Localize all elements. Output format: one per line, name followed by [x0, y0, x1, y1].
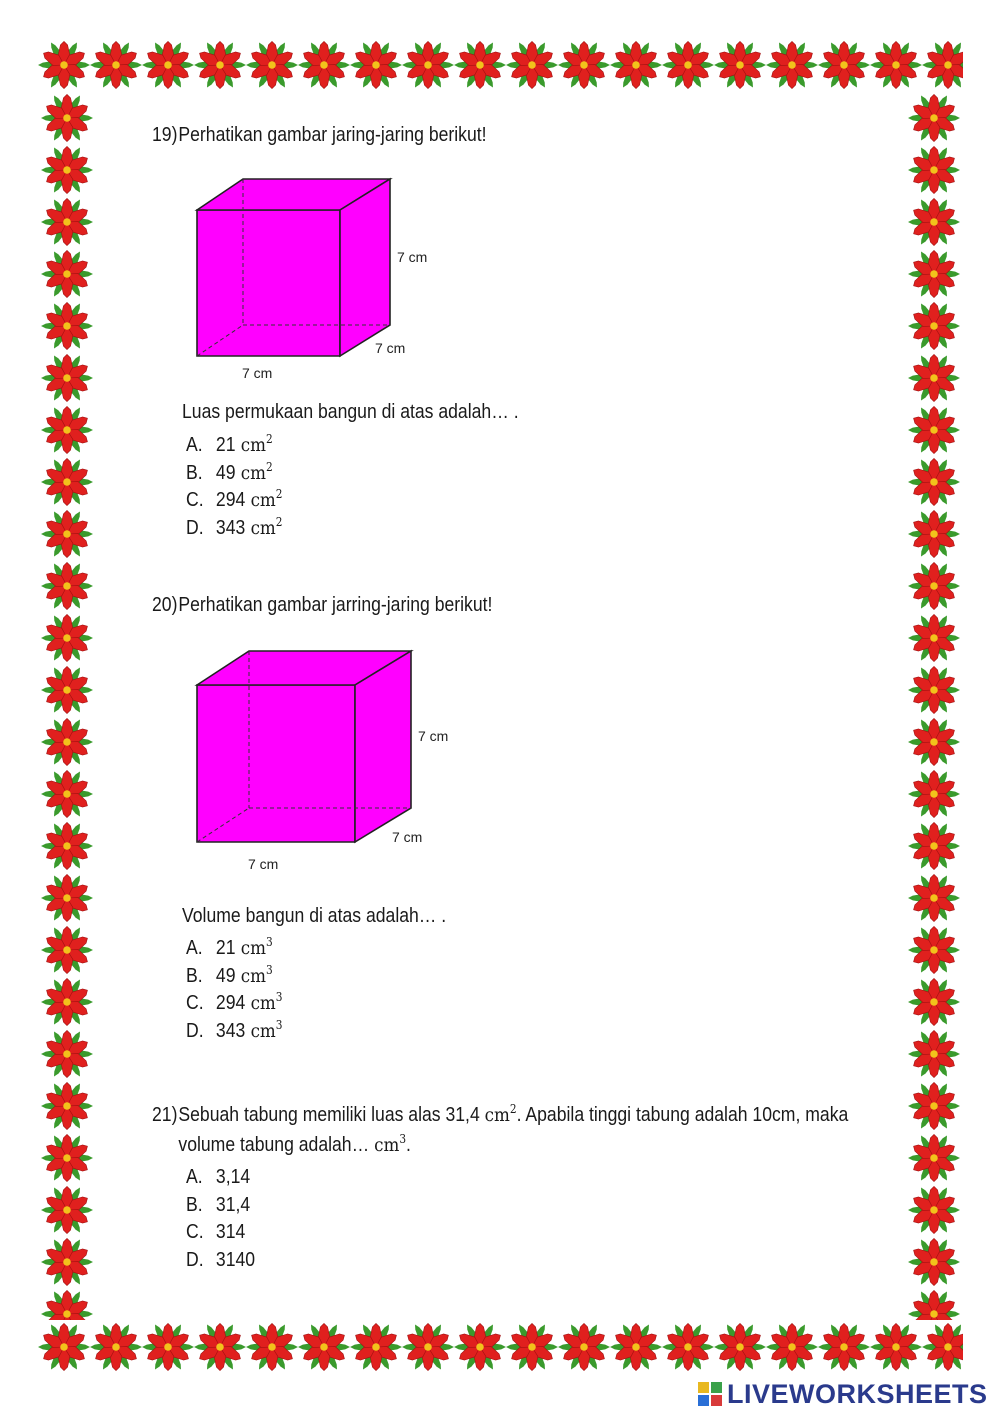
poinsettia-icon — [90, 40, 142, 90]
poinsettia-icon — [41, 821, 93, 871]
border-left — [38, 92, 96, 1320]
poinsettia-icon — [908, 769, 960, 819]
poinsettia-icon — [41, 613, 93, 663]
cube-side-face — [355, 651, 411, 842]
poinsettia-icon — [41, 145, 93, 195]
question-20 — [152, 590, 892, 620]
poinsettia-icon — [922, 1322, 963, 1372]
question-text: Sebuah tabung memiliki luas alas 31,4 $cm^2$. Apabila tinggi tabung adalah 10cm, maka volume tabung adalah… $cm^3$. — [178, 1102, 849, 1156]
poinsettia-icon — [90, 1322, 142, 1372]
poinsettia-icon — [41, 1133, 93, 1183]
poinsettia-icon — [908, 301, 960, 351]
poinsettia-icon — [41, 925, 93, 975]
poinsettia-icon — [908, 821, 960, 871]
cube-side-face — [340, 179, 390, 356]
width-label: 7 cm — [248, 856, 279, 872]
poinsettia-icon — [818, 40, 870, 90]
poinsettia-icon — [142, 40, 194, 90]
poinsettia-icon — [908, 249, 960, 299]
poinsettia-icon — [908, 1289, 960, 1320]
poinsettia-icon — [38, 1322, 90, 1372]
poinsettia-icon — [41, 1081, 93, 1131]
poinsettia-icon — [454, 40, 506, 90]
poinsettia-icon — [41, 197, 93, 247]
poinsettia-icon — [908, 613, 960, 663]
poinsettia-icon — [908, 509, 960, 559]
option-c[interactable]: C. 294 $cm^2$ — [186, 487, 283, 511]
option-b[interactable]: B. 49 $cm^2$ — [186, 459, 273, 484]
poinsettia-icon — [41, 769, 93, 819]
poinsettia-icon — [908, 1133, 960, 1183]
question-19-prompt: Luas permukaan bangun di atas adalah… . — [182, 401, 519, 423]
height-label: 7 cm — [418, 728, 449, 744]
poinsettia-icon — [506, 1322, 558, 1372]
poinsettia-icon — [41, 1029, 93, 1079]
poinsettia-icon — [714, 40, 766, 90]
poinsettia-icon — [908, 977, 960, 1027]
question-21 — [152, 1100, 892, 1160]
border-right — [905, 92, 963, 1320]
poinsettia-icon — [908, 873, 960, 923]
question-number: 19) — [152, 124, 178, 146]
question-20-options — [186, 935, 296, 1045]
poinsettia-icon — [908, 197, 960, 247]
option-b[interactable]: B. 49 $cm^3$ — [186, 962, 273, 987]
poinsettia-icon — [41, 457, 93, 507]
poinsettia-icon — [908, 1237, 960, 1287]
poinsettia-icon — [506, 40, 558, 90]
poinsettia-icon — [41, 93, 93, 143]
question-number: 20) — [152, 594, 178, 616]
poinsettia-icon — [41, 977, 93, 1027]
poinsettia-icon — [402, 1322, 454, 1372]
poinsettia-icon — [908, 93, 960, 143]
poinsettia-icon — [41, 353, 93, 403]
option-c[interactable]: C. 294 $cm^3$ — [186, 990, 283, 1014]
poinsettia-icon — [41, 1185, 93, 1235]
logo-text: LIVEWORKSHEETS — [727, 1378, 988, 1409]
poinsettia-icon — [766, 1322, 818, 1372]
poinsettia-icon — [908, 457, 960, 507]
poinsettia-icon — [908, 1029, 960, 1079]
poinsettia-icon — [142, 1322, 194, 1372]
poinsettia-icon — [350, 40, 402, 90]
poinsettia-icon — [908, 925, 960, 975]
poinsettia-icon — [41, 405, 93, 455]
logo-mark-icon — [697, 1381, 723, 1407]
question-19-options — [186, 432, 296, 542]
poinsettia-icon — [246, 40, 298, 90]
poinsettia-icon — [41, 717, 93, 767]
depth-label: 7 cm — [375, 340, 406, 356]
poinsettia-icon — [41, 301, 93, 351]
width-label: 7 cm — [242, 365, 273, 381]
poinsettia-icon — [610, 1322, 662, 1372]
poinsettia-icon — [558, 40, 610, 90]
poinsettia-icon — [766, 40, 818, 90]
cube-figure-19 — [185, 170, 455, 390]
cube-figure-20 — [185, 642, 475, 882]
cube-front-face — [197, 685, 355, 842]
poinsettia-icon — [870, 40, 922, 90]
poinsettia-icon — [41, 249, 93, 299]
depth-label: 7 cm — [392, 829, 423, 845]
option-d[interactable]: D. 343 $cm^3$ — [186, 1017, 283, 1042]
poinsettia-icon — [38, 40, 90, 90]
poinsettia-icon — [41, 1237, 93, 1287]
poinsettia-icon — [818, 1322, 870, 1372]
height-label: 7 cm — [397, 249, 428, 265]
poinsettia-icon — [908, 1081, 960, 1131]
poinsettia-icon — [194, 1322, 246, 1372]
poinsettia-icon — [298, 1322, 350, 1372]
poinsettia-icon — [908, 1185, 960, 1235]
poinsettia-icon — [41, 665, 93, 715]
poinsettia-icon — [41, 509, 93, 559]
border-top — [38, 36, 963, 94]
question-19 — [152, 120, 892, 150]
poinsettia-icon — [662, 1322, 714, 1372]
poinsettia-icon — [662, 40, 714, 90]
question-21-options — [186, 1164, 265, 1274]
poinsettia-icon — [194, 40, 246, 90]
poinsettia-icon — [908, 561, 960, 611]
question-number: 21) — [152, 1104, 178, 1126]
poinsettia-icon — [454, 1322, 506, 1372]
poinsettia-icon — [908, 665, 960, 715]
question-text: Perhatikan gambar jarring-jaring berikut! — [178, 594, 493, 616]
poinsettia-icon — [41, 561, 93, 611]
option-c[interactable]: C. 314 — [186, 1221, 246, 1243]
liveworksheets-logo[interactable] — [697, 1378, 988, 1410]
poinsettia-icon — [922, 40, 963, 90]
option-a[interactable]: A. 21 $cm^3$ — [186, 935, 273, 959]
poinsettia-icon — [908, 145, 960, 195]
option-a[interactable]: A. 21 $cm^2$ — [186, 432, 273, 456]
poinsettia-icon — [350, 1322, 402, 1372]
poinsettia-icon — [908, 405, 960, 455]
poinsettia-icon — [714, 1322, 766, 1372]
poinsettia-icon — [908, 717, 960, 767]
poinsettia-icon — [41, 1289, 93, 1320]
poinsettia-icon — [402, 40, 454, 90]
cube-front-face — [197, 210, 340, 356]
poinsettia-icon — [558, 1322, 610, 1372]
option-b[interactable]: B. 31,4 — [186, 1193, 251, 1216]
poinsettia-icon — [908, 353, 960, 403]
border-bottom — [38, 1318, 963, 1376]
poinsettia-icon — [246, 1322, 298, 1372]
option-d[interactable]: D. 343 $cm^2$ — [186, 514, 283, 539]
poinsettia-icon — [41, 873, 93, 923]
poinsettia-icon — [870, 1322, 922, 1372]
question-text: Perhatikan gambar jaring-jaring berikut! — [178, 124, 487, 146]
poinsettia-icon — [298, 40, 350, 90]
question-20-prompt: Volume bangun di atas adalah… . — [182, 905, 447, 927]
option-d[interactable]: D. 3140 — [186, 1248, 256, 1271]
option-a[interactable]: A. 3,14 — [186, 1166, 251, 1188]
poinsettia-icon — [610, 40, 662, 90]
